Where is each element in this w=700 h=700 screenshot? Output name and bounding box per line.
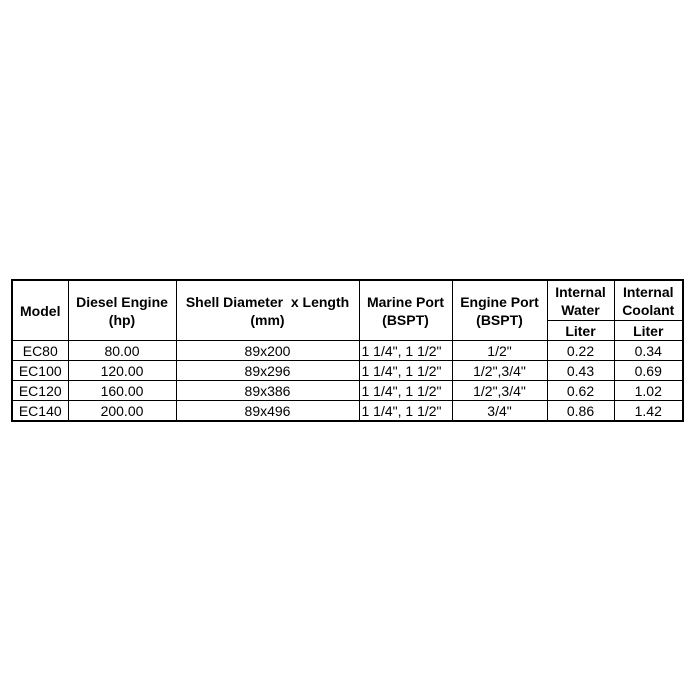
header-diesel-engine: Diesel Engine (hp) [68,280,176,341]
cell-water: 0.43 [547,361,614,381]
table-row [12,381,683,401]
coolant-unit: Liter [614,321,683,341]
cell-water: 0.62 [547,381,614,401]
header-model: Model [12,280,68,341]
header-row [12,280,683,321]
cell-marine-port: 1 1/4", 1 1/2" [359,361,452,381]
header-marine-port: Marine Port (BSPT) [359,280,452,341]
cell-shell: 89x496 [176,401,359,422]
spec-table [11,279,684,422]
cell-model: EC120 [12,381,68,401]
header-internal-water: Internal Water [547,280,614,321]
cell-coolant: 1.02 [614,381,683,401]
cell-coolant: 0.69 [614,361,683,381]
cell-shell: 89x296 [176,361,359,381]
cell-model: EC140 [12,401,68,422]
cell-shell: 89x200 [176,341,359,361]
table-row [12,401,683,422]
cell-engine-port: 1/2",3/4" [452,381,547,401]
cell-water: 0.22 [547,341,614,361]
cell-hp: 80.00 [68,341,176,361]
cell-engine-port: 3/4" [452,401,547,422]
header-internal-coolant: Internal Coolant [614,280,683,321]
cell-coolant: 0.34 [614,341,683,361]
cell-hp: 160.00 [68,381,176,401]
cell-hp: 200.00 [68,401,176,422]
cell-shell: 89x386 [176,381,359,401]
cell-model: EC80 [12,341,68,361]
cell-model: EC100 [12,361,68,381]
cell-coolant: 1.42 [614,401,683,422]
cell-engine-port: 1/2" [452,341,547,361]
water-unit: Liter [547,321,614,341]
header-engine-port: Engine Port (BSPT) [452,280,547,341]
header-shell: Shell Diameter x Length (mm) [176,280,359,341]
cell-marine-port: 1 1/4", 1 1/2" [359,381,452,401]
table-row [12,341,683,361]
cell-marine-port: 1 1/4", 1 1/2" [359,401,452,422]
cell-marine-port: 1 1/4", 1 1/2" [359,341,452,361]
cell-hp: 120.00 [68,361,176,381]
cell-water: 0.86 [547,401,614,422]
cell-engine-port: 1/2",3/4" [452,361,547,381]
table-row [12,361,683,381]
